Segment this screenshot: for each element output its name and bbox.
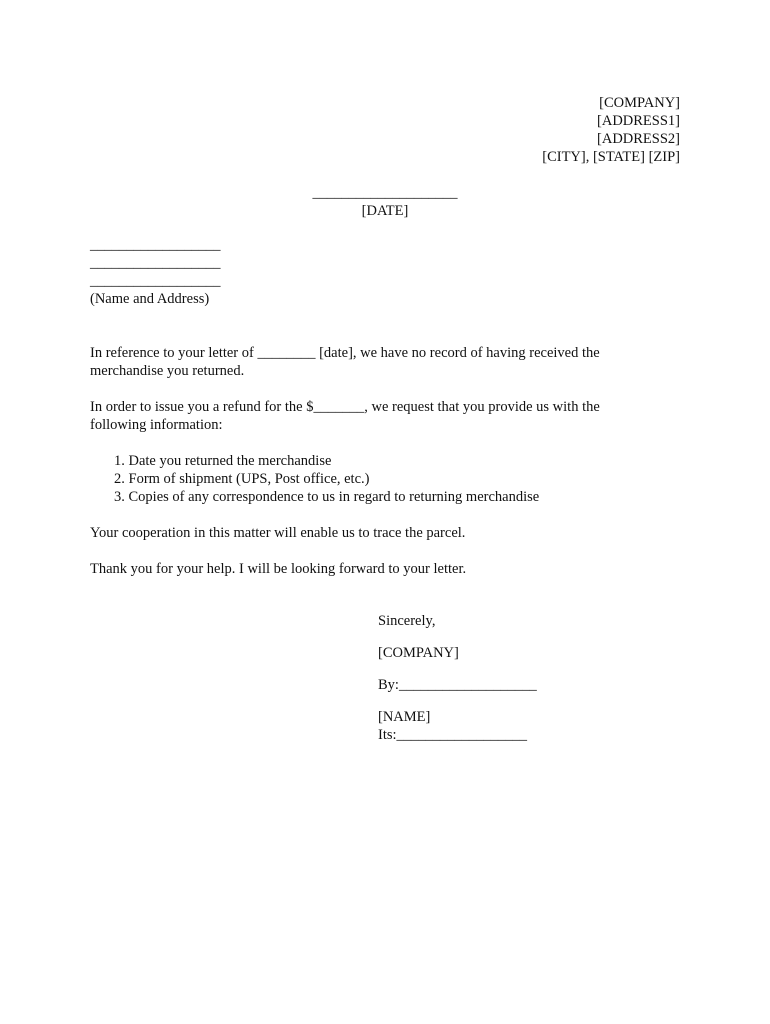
date-label: [DATE] [361, 203, 409, 219]
recipient-line-2: __________________ [90, 255, 221, 271]
recipient-line-3: __________________ [90, 273, 221, 289]
body-paragraph-4: Thank you for your help. I will be looking forward to your letter. [90, 561, 467, 577]
sender-address2: [ADDRESS2] [597, 131, 680, 147]
recipient-line-1: __________________ [90, 237, 221, 253]
sender-address-block [542, 94, 680, 166]
info-list [90, 452, 650, 506]
letter-body [90, 344, 650, 596]
closing-by-signature-line: By:___________________ [378, 677, 537, 693]
date-block [0, 184, 770, 220]
date-line: ____________________ [312, 185, 458, 201]
sender-company: [COMPANY] [599, 95, 680, 111]
recipient-label: (Name and Address) [90, 291, 210, 307]
list-item: 1. Date you returned the merchandise [114, 453, 332, 469]
sender-address1: [ADDRESS1] [597, 113, 680, 129]
closing-sincerely: Sincerely, [378, 613, 436, 629]
recipient-block [90, 236, 221, 308]
closing-company: [COMPANY] [378, 645, 459, 661]
body-paragraph-2: In order to issue you a refund for the $_______, we request that you provide us with the following information: [90, 399, 600, 433]
body-paragraph-1: In reference to your letter of ________ [date], we have no record of having received the merchandise you returned. [90, 345, 600, 379]
closing-name: [NAME] [378, 709, 431, 725]
sender-city-state-zip: [CITY], [STATE] [ZIP] [542, 149, 680, 165]
closing-block [378, 612, 537, 744]
closing-its-line: Its:__________________ [378, 727, 528, 743]
body-paragraph-3: Your cooperation in this matter will enable us to trace the parcel. [90, 525, 466, 541]
list-item: 3. Copies of any correspondence to us in regard to returning merchandise [114, 489, 540, 505]
list-item: 2. Form of shipment (UPS, Post office, etc.) [114, 471, 370, 487]
